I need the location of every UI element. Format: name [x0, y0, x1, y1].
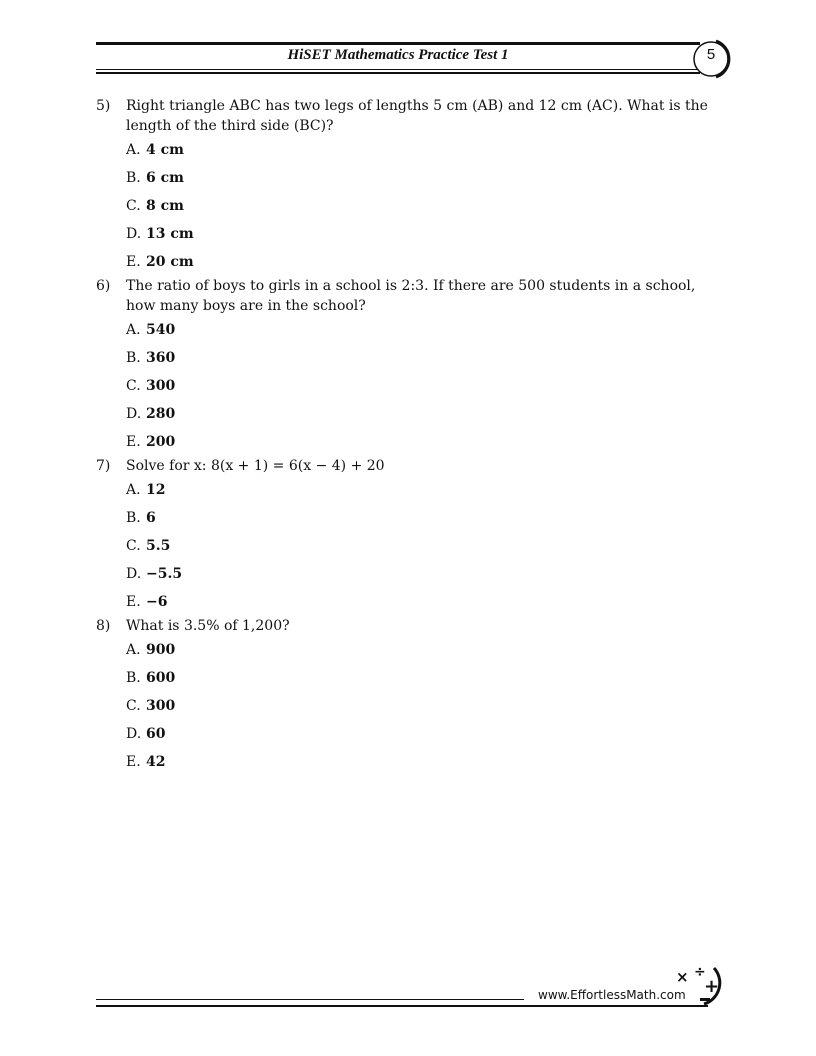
- option-e: [96, 588, 726, 616]
- option-letter: D.: [126, 566, 142, 582]
- option-value: 300: [146, 378, 176, 394]
- option-value: 4 cm: [146, 142, 184, 158]
- option-letter: A.: [126, 142, 141, 158]
- question-8: [96, 616, 726, 636]
- footer-rule-thin: [96, 999, 524, 1000]
- option-value: −5.5: [146, 566, 183, 582]
- svg-text:+: +: [704, 976, 720, 997]
- option-value: 6: [146, 510, 156, 526]
- option-c: [96, 372, 726, 400]
- option-value: 540: [146, 322, 176, 338]
- option-letter: D.: [126, 226, 142, 242]
- math-symbols-logo-icon: [670, 960, 722, 1006]
- option-b: [96, 344, 726, 372]
- option-letter: C.: [126, 698, 141, 714]
- question-text: Right triangle ABC has two legs of lengths 5 cm (AB) and 12 cm (AC). What is the length of the third side (BC)?: [126, 98, 708, 134]
- page-number: 5: [706, 46, 716, 63]
- question-number: 6): [96, 278, 111, 294]
- option-letter: A.: [126, 482, 141, 498]
- option-letter: E.: [126, 594, 141, 610]
- option-letter: B.: [126, 510, 141, 526]
- option-letter: B.: [126, 350, 141, 366]
- option-letter: A.: [126, 322, 141, 338]
- option-letter: C.: [126, 378, 141, 394]
- question-number: 8): [96, 618, 111, 634]
- option-value: 12: [146, 482, 166, 498]
- option-value: 5.5: [146, 538, 171, 554]
- option-c: [96, 692, 726, 720]
- question-text: What is 3.5% of 1,200?: [126, 618, 290, 634]
- option-d: [96, 720, 726, 748]
- option-letter: E.: [126, 254, 141, 270]
- option-letter: C.: [126, 538, 141, 554]
- option-value: −6: [146, 594, 168, 610]
- option-value: 42: [146, 754, 166, 770]
- option-letter: D.: [126, 406, 142, 422]
- header-rule-top: [96, 42, 700, 45]
- option-letter: C.: [126, 198, 141, 214]
- svg-text:÷: ÷: [694, 964, 706, 980]
- option-b: [96, 504, 726, 532]
- option-letter: B.: [126, 170, 141, 186]
- header-rule-bottom-thick: [96, 72, 700, 74]
- option-value: 900: [146, 642, 176, 658]
- option-d: [96, 400, 726, 428]
- option-a: [96, 636, 726, 664]
- question-5: [96, 96, 726, 136]
- option-letter: D.: [126, 726, 142, 742]
- footer-rule-thick: [96, 1005, 708, 1007]
- option-a: [96, 316, 726, 344]
- option-e: [96, 428, 726, 456]
- option-d: [96, 560, 726, 588]
- question-list: [96, 96, 726, 776]
- option-value: 13 cm: [146, 226, 194, 242]
- question-number: 7): [96, 458, 111, 474]
- footer-url: www.EffortlessMath.com: [538, 988, 686, 1002]
- option-e: [96, 748, 726, 776]
- question-text: The ratio of boys to girls in a school is 2:3. If there are 500 students in a school, how many boys are in the school?: [126, 278, 696, 314]
- header-title: HiSET Mathematics Practice Test 1: [287, 47, 509, 63]
- question-6: [96, 276, 726, 316]
- option-letter: B.: [126, 670, 141, 686]
- option-value: 360: [146, 350, 176, 366]
- option-a: [96, 476, 726, 504]
- option-letter: A.: [126, 642, 141, 658]
- option-value: 280: [146, 406, 176, 422]
- option-value: 300: [146, 698, 176, 714]
- option-c: [96, 532, 726, 560]
- option-d: [96, 220, 726, 248]
- option-b: [96, 664, 726, 692]
- question-text: Solve for x: 8(x + 1) = 6(x − 4) + 20: [126, 458, 385, 474]
- option-a: [96, 136, 726, 164]
- option-value: 20 cm: [146, 254, 194, 270]
- option-value: 200: [146, 434, 176, 450]
- option-letter: E.: [126, 434, 141, 450]
- option-value: 60: [146, 726, 166, 742]
- option-c: [96, 192, 726, 220]
- option-value: 8 cm: [146, 198, 184, 214]
- option-value: 6 cm: [146, 170, 184, 186]
- header-rule-bottom: [96, 69, 700, 70]
- svg-text:×: ×: [676, 968, 689, 986]
- option-e: [96, 248, 726, 276]
- option-value: 600: [146, 670, 176, 686]
- option-b: [96, 164, 726, 192]
- question-7: [96, 456, 726, 476]
- question-number: 5): [96, 98, 111, 114]
- option-letter: E.: [126, 754, 141, 770]
